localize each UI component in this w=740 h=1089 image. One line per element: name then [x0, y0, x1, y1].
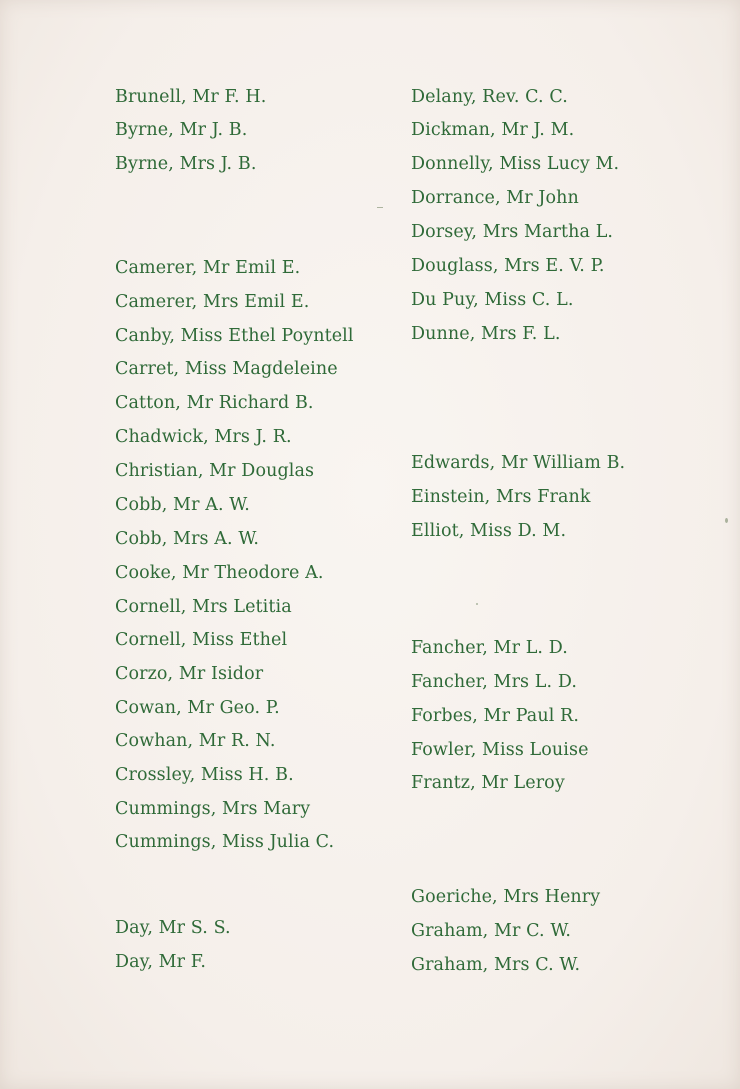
- paper-speck: [725, 518, 728, 523]
- name-entry: Elliot, Miss D. M.: [411, 521, 567, 541]
- name-entry: Cornell, Miss Ethel: [115, 630, 288, 650]
- name-entry: Day, Mr S. S.: [115, 918, 231, 938]
- name-entry: Cowan, Mr Geo. P.: [115, 698, 280, 718]
- name-entry: Fancher, Mrs L. D.: [411, 672, 577, 692]
- name-entry: Graham, Mrs C. W.: [411, 955, 581, 975]
- name-entry: Dorsey, Mrs Martha L.: [411, 222, 614, 242]
- name-entry: Camerer, Mrs Emil E.: [115, 292, 310, 312]
- name-entry: Fowler, Miss Louise: [411, 740, 589, 760]
- name-entry: Crossley, Miss H. B.: [115, 765, 294, 785]
- name-entry: Cornell, Mrs Letitia: [115, 597, 292, 617]
- paper-speck: [476, 603, 478, 605]
- name-entry: Fancher, Mr L. D.: [411, 638, 568, 658]
- paper-speck: [377, 207, 383, 208]
- name-entry: Byrne, Mrs J. B.: [115, 154, 257, 174]
- name-entry: Byrne, Mr J. B.: [115, 120, 248, 140]
- name-entry: Edwards, Mr William B.: [411, 453, 626, 473]
- name-entry: Catton, Mr Richard B.: [115, 393, 314, 413]
- name-entry: Dickman, Mr J. M.: [411, 120, 575, 140]
- name-entry: Du Puy, Miss C. L.: [411, 290, 574, 310]
- name-entry: Dunne, Mrs F. L.: [411, 324, 561, 344]
- name-entry: Goeriche, Mrs Henry: [411, 887, 601, 907]
- name-entry: Cobb, Mr A. W.: [115, 495, 250, 515]
- name-entry: Cowhan, Mr R. N.: [115, 731, 276, 751]
- name-entry: Frantz, Mr Leroy: [411, 773, 565, 793]
- name-entry: Donnelly, Miss Lucy M.: [411, 154, 620, 174]
- name-entry: Christian, Mr Douglas: [115, 461, 315, 481]
- name-entry: Cummings, Miss Julia C.: [115, 832, 335, 852]
- name-entry: Dorrance, Mr John: [411, 188, 579, 208]
- name-entry: Cummings, Mrs Mary: [115, 799, 311, 819]
- name-entry: Brunell, Mr F. H.: [115, 87, 267, 107]
- name-entry: Carret, Miss Magdeleine: [115, 359, 338, 379]
- name-entry: Delany, Rev. C. C.: [411, 87, 568, 107]
- name-entry: Day, Mr F.: [115, 952, 206, 972]
- name-entry: Chadwick, Mrs J. R.: [115, 427, 292, 447]
- name-entry: Cooke, Mr Theodore A.: [115, 563, 324, 583]
- name-entry: Douglass, Mrs E. V. P.: [411, 256, 605, 276]
- left-name-column: [115, 0, 445, 1089]
- name-entry: Forbes, Mr Paul R.: [411, 706, 579, 726]
- name-entry: Cobb, Mrs A. W.: [115, 529, 260, 549]
- right-name-column: [411, 0, 740, 1089]
- name-entry: Canby, Miss Ethel Poyntell: [115, 326, 354, 346]
- name-entry: Corzo, Mr Isidor: [115, 664, 264, 684]
- name-entry: Einstein, Mrs Frank: [411, 487, 591, 507]
- name-entry: Graham, Mr C. W.: [411, 921, 572, 941]
- name-entry: Camerer, Mr Emil E.: [115, 258, 301, 278]
